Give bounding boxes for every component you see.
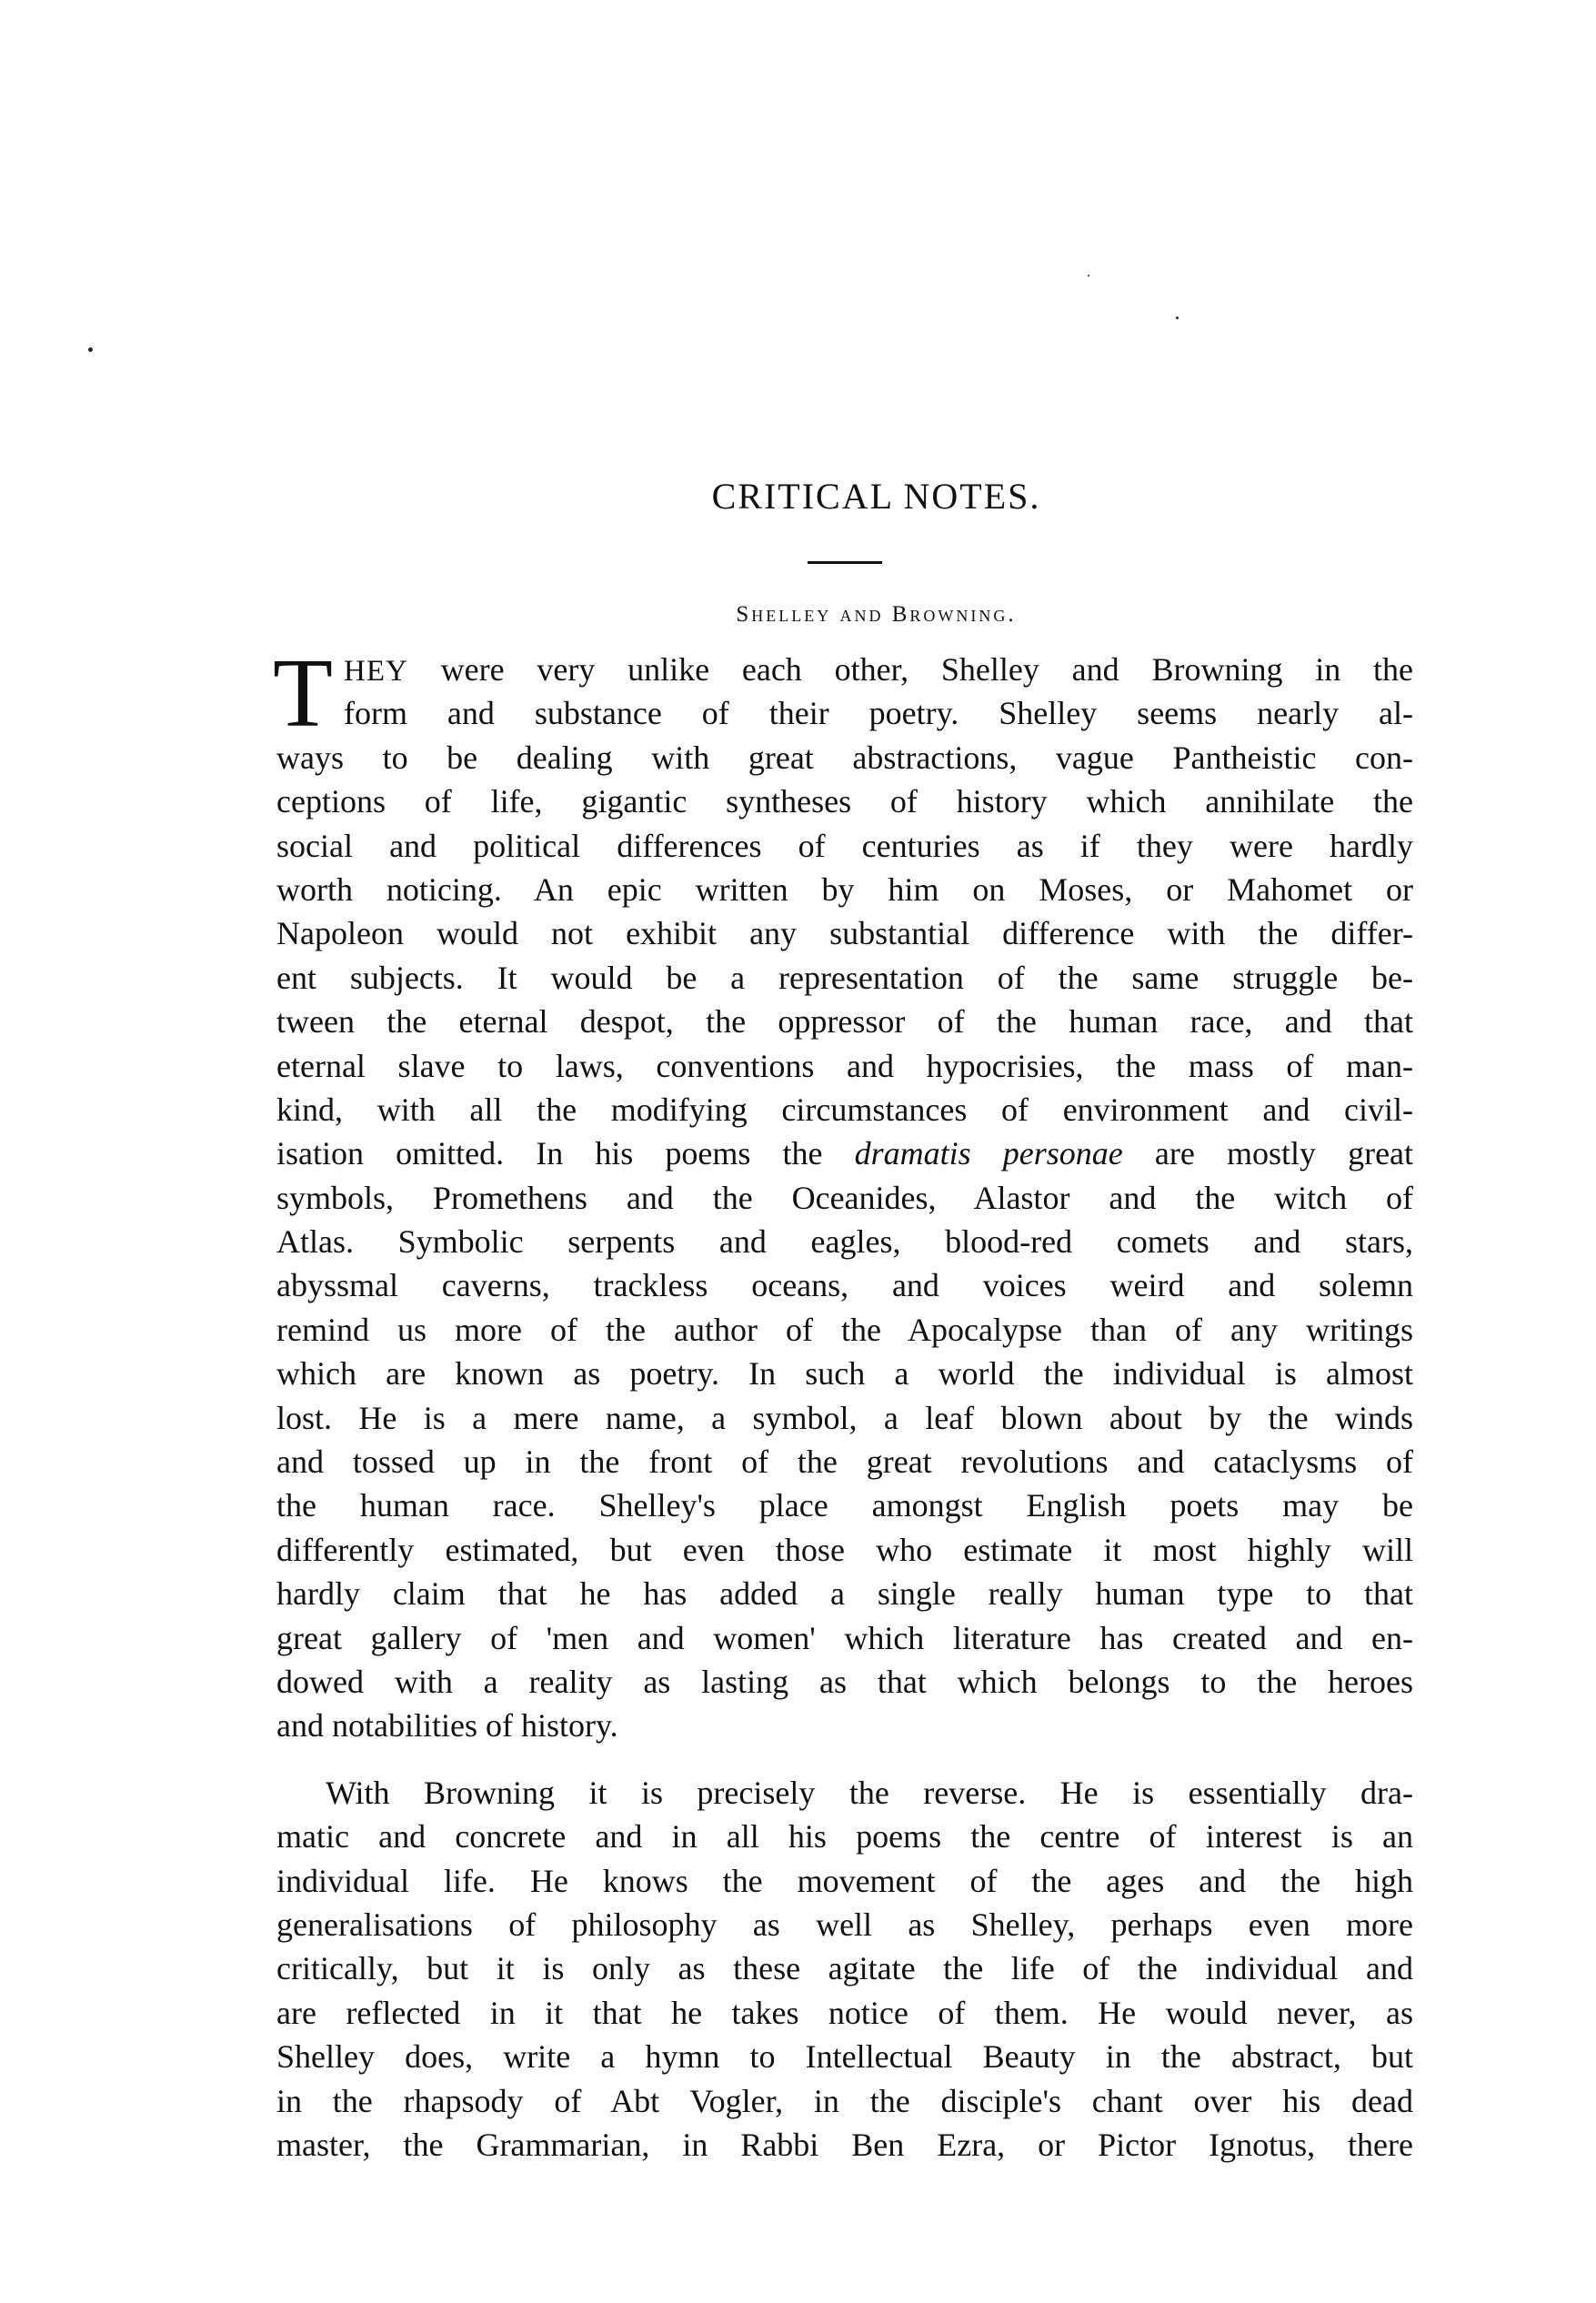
text-line: ways to be dealing with great abstractions, vague Pantheistic con- bbox=[276, 739, 1413, 776]
first-word: HEY bbox=[344, 655, 408, 688]
text-line: generalisations of philosophy as well as Shelley, perhaps even more bbox=[276, 1906, 1413, 1943]
text-line: and tossed up in the front of the great revolutions and cataclysms of bbox=[276, 1443, 1413, 1481]
text-line: matic and concrete and in all his poems the centre of interest is an bbox=[276, 1818, 1413, 1855]
text-line: tween the eternal despot, the oppressor of the human race, and that bbox=[276, 1003, 1413, 1041]
text-line: hardly claim that he has added a single really human type to that bbox=[276, 1575, 1413, 1613]
text-line: great gallery of 'men and women' which literature has created and en- bbox=[276, 1619, 1413, 1656]
text-line: differently estimated, but even those who estimate it most highly will bbox=[276, 1531, 1413, 1568]
text-line: master, the Grammarian, in Rabbi Ben Ezra, or Pictor Ignotus, there bbox=[276, 2126, 1413, 2163]
text-line: abyssmal caverns, trackless oceans, and voices weird and solemn bbox=[276, 1267, 1413, 1304]
text-line: lost. He is a mere name, a symbol, a leaf blown about by the winds bbox=[276, 1399, 1413, 1436]
line-text: are mostly great bbox=[1154, 1135, 1414, 1172]
article-body bbox=[273, 639, 1414, 2167]
text-line bbox=[276, 1131, 1413, 1175]
text-line: ceptions of life, gigantic syntheses of history which annihilate the bbox=[276, 783, 1413, 820]
text-line: With Browning it is precisely the reverse. He is essentially dra- bbox=[326, 1774, 1413, 1811]
text-line: form and substance of their poetry. Shelley seems nearly al- bbox=[344, 695, 1413, 732]
text-line: remind us more of the author of the Apocalypse than of any writings bbox=[276, 1311, 1413, 1348]
text-line: kind, with all the modifying circumstances of environment and civil- bbox=[276, 1091, 1413, 1128]
text-line: Shelley does, write a hymn to Intellectual Beauty in the abstract, but bbox=[276, 2038, 1413, 2076]
text-line: and notabilities of history. bbox=[276, 1707, 618, 1745]
text-line: dowed with a reality as lasting as that which belongs to the heroes bbox=[276, 1663, 1413, 1700]
text-line: are reflected in it that he takes notice of them. He would never, as bbox=[276, 1994, 1413, 2031]
text-line: ent subjects. It would be a representation of the same struggle be- bbox=[276, 959, 1413, 996]
text-line: which are known as poetry. In such a world the individual is almost bbox=[276, 1355, 1413, 1393]
page-title: CRITICAL NOTES. bbox=[711, 476, 1041, 517]
title-rule bbox=[808, 561, 882, 564]
ink-speck bbox=[88, 347, 93, 352]
text-line: the human race. Shelley's place amongst English poets may be bbox=[276, 1487, 1413, 1524]
text-line: Napoleon would not exhibit any substantial difference with the differ- bbox=[276, 915, 1413, 952]
text-line: social and political differences of centuries as if they were hardly bbox=[276, 827, 1413, 864]
line-text: were very unlike each other, Shelley and Browning in the bbox=[440, 651, 1413, 688]
italic-phrase: dramatis personae bbox=[854, 1135, 1123, 1172]
text-line: symbols, Promethens and the Oceanides, Alastor and the witch of bbox=[276, 1179, 1413, 1216]
section-heading: Shelley and Browning. bbox=[736, 602, 1017, 627]
text-line: individual life. He knows the movement of the ages and the high bbox=[276, 1862, 1413, 1899]
ink-speck bbox=[1176, 317, 1179, 319]
text-line: eternal slave to laws, conventions and hypocrisies, the mass of man- bbox=[276, 1047, 1413, 1084]
line-text: isation omitted. In his poems the bbox=[276, 1135, 823, 1172]
text-line: Atlas. Symbolic serpents and eagles, blood-red comets and stars, bbox=[276, 1223, 1413, 1261]
drop-cap: T bbox=[273, 639, 333, 748]
text-line: in the rhapsody of Abt Vogler, in the disciple's chant over his dead bbox=[276, 2082, 1413, 2119]
text-line: critically, but it is only as these agitate the life of the individual and bbox=[276, 1950, 1413, 1987]
ink-speck bbox=[1088, 275, 1089, 277]
text-line: worth noticing. An epic written by him on Moses, or Mahomet or bbox=[276, 870, 1413, 908]
